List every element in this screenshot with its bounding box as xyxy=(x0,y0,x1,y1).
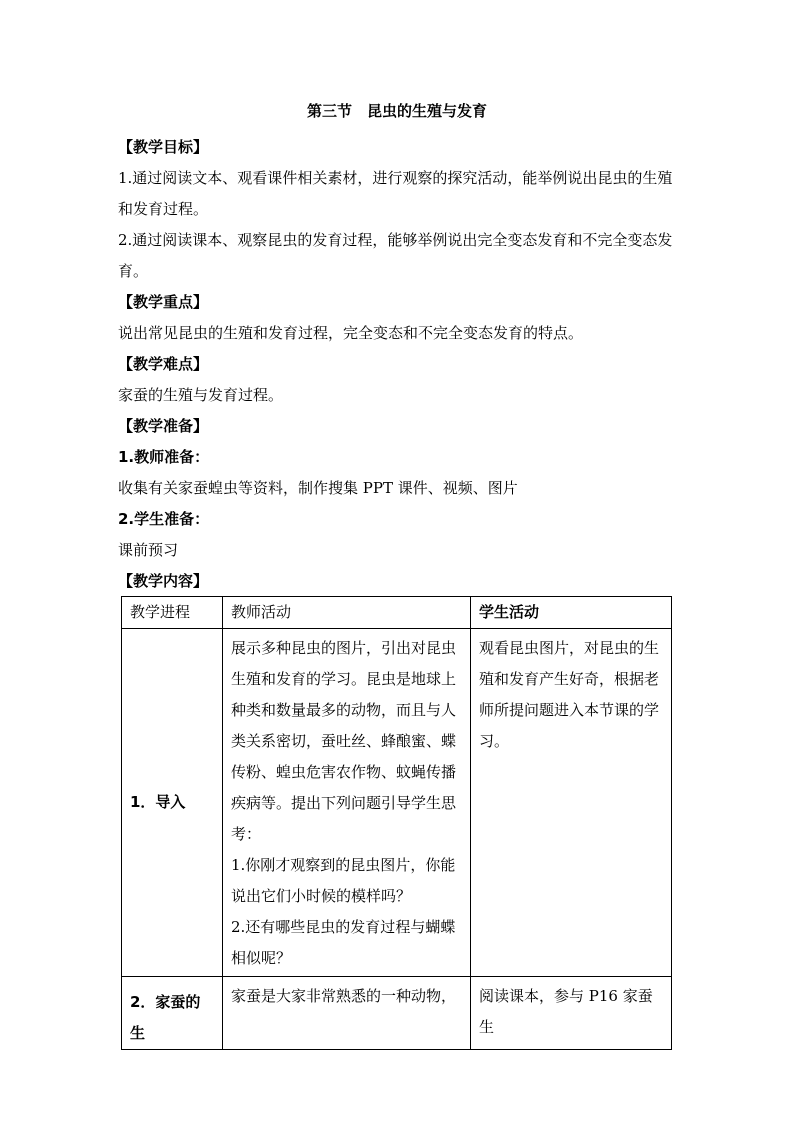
difficulties-heading: 【教学难点】 xyxy=(118,355,209,373)
table-row xyxy=(122,629,672,977)
table-row xyxy=(122,977,672,1050)
student-activity-cell xyxy=(471,977,672,1050)
content-heading: 【教学内容】 xyxy=(118,572,209,590)
objectives-heading: 【教学目标】 xyxy=(118,138,209,156)
column-header-student: 学生活动 xyxy=(471,597,672,629)
student-prep-text: 课前预习 xyxy=(118,541,179,559)
teacher-activity-para: 展示多种昆虫的图片，引出对昆虫生殖和发育的学习。昆虫是地球上种类和数量最多的动物，而且与人类关系密切，蚕吐丝、蜂酿蜜、蝶传粉、蝗虫危害农作物、蚊蝇传播疾病等。提出下列问题引导学生思考： xyxy=(231,639,457,843)
table-header-row xyxy=(122,597,672,629)
objectives-section xyxy=(118,132,678,287)
stage-cell: 1．导入 xyxy=(122,629,223,977)
objective-item-1: 1.通过阅读文本、观看课件相关素材，进行观察的探究活动，能举例说出昆虫的生殖和发育过程。 xyxy=(118,169,673,218)
teacher-prep-text: 收集有关家蚕蝗虫等资料，制作搜集 PPT 课件、视频、图片 xyxy=(118,479,518,497)
lesson-table xyxy=(121,596,672,1050)
content-section xyxy=(118,566,678,597)
page-title: 第三节 昆虫的生殖与发育 xyxy=(306,102,487,120)
teacher-activity-para: 家蚕是大家非常熟悉的一种动物， xyxy=(231,987,457,1005)
difficulties-text: 家蚕的生殖与发育过程。 xyxy=(118,386,284,404)
student-prep-label: 2.学生准备： xyxy=(118,510,210,528)
preparation-heading: 【教学准备】 xyxy=(118,417,209,435)
teacher-activity-question-1: 1.你刚才观察到的昆虫图片，你能说出它们小时候的模样吗？ xyxy=(231,856,456,905)
stage-cell: 2．家蚕的生 xyxy=(122,977,223,1050)
teacher-activity-question-2: 2.还有哪些昆虫的发育过程与蝴蝶相似呢？ xyxy=(231,918,456,967)
key-points-section xyxy=(118,287,678,349)
teacher-prep-label: 1.教师准备： xyxy=(118,448,210,466)
teacher-activity-cell xyxy=(223,629,471,977)
student-activity-text: 观看昆虫图片，对昆虫的生殖和发育产生好奇，根据老师所提问题进入本节课的学习。 xyxy=(479,639,660,750)
student-activity-cell xyxy=(471,629,672,977)
key-points-heading: 【教学重点】 xyxy=(118,293,209,311)
preparation-section xyxy=(118,411,678,566)
column-header-teacher: 教师活动 xyxy=(223,597,471,629)
difficulties-section xyxy=(118,349,678,411)
column-header-stage: 教学进程 xyxy=(122,597,223,629)
teacher-activity-cell xyxy=(223,977,471,1050)
student-activity-text: 阅读课本，参与 P16 家蚕生 xyxy=(479,987,653,1036)
objective-item-2: 2.通过阅读课本、观察昆虫的发育过程，能够举例说出完全变态发育和不完全变态发育。 xyxy=(118,231,673,280)
key-points-text: 说出常见昆虫的生殖和发育过程，完全变态和不完全变态发育的特点。 xyxy=(118,324,584,342)
